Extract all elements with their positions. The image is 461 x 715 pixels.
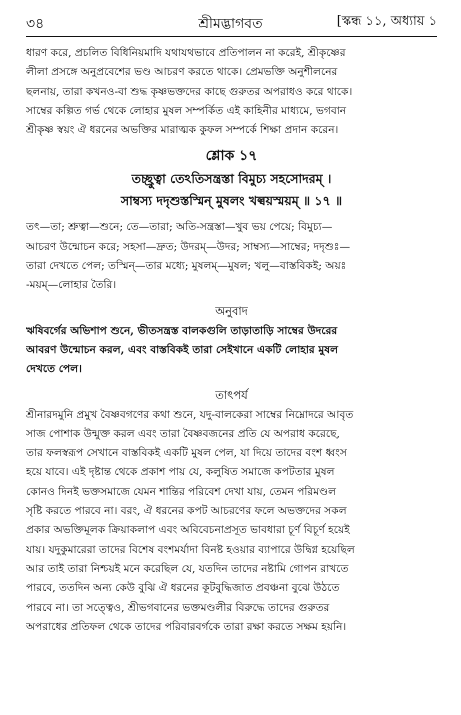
purport-line: তার ফলস্বরূপ সেখানে বাস্তবিকই একটি মুষল পেল, যা দিয়ে তাদের বংশ ধ্বংস (26, 447, 347, 460)
synonyms-paragraph (26, 218, 437, 295)
translation-heading: অনুবাদ (215, 303, 248, 318)
purport-line: আর তাই তারা নিশ্চয়ই মনে করেছিল যে, যতদিন তাদের নষ্টামি গোপন রাখতে (26, 562, 349, 575)
translation-line: আবরণ উন্মোচন করল, এবং বাস্তবিকই তারা সেইখানে একটি লোহার মুষল (26, 343, 339, 356)
intro-line: লীলা প্রসঙ্গে অনুপ্রবেশের ভণ্ড আচরণ করতে থাকে। প্রেমভক্তি অনুশীলনের (26, 66, 338, 79)
verse-line: সাম্বস্য দদৃশুস্তস্মিন্ মুষলং খল্বয়স্ময়ম্ ॥ ১৭ ॥ (120, 193, 343, 209)
purport-line: পারবে, ততদিন অন্য কেউ বুঝি ঐ ধরনের কূটবুদ্ধিজাত প্রবঞ্চনা বুঝে উঠতে (26, 582, 340, 595)
synonyms-line: তৎ—তা; শ্রুত্বা—শুনে; তে—তারা; অতি-সন্ত্রস্তা—খুব ভয় পেয়ে; বিমুচ্য— (26, 221, 333, 234)
translation-line: ঋষিবর্গের অভিশাপ শুনে, ভীতসন্ত্রস্ত বালকগুলি তাড়াতাড়ি সাম্বের উদরের (26, 324, 338, 337)
purport-line: কোনও দিনই ভক্তসমাজে যেমন শান্তির পরিবেশ দেখা যায়, তেমন পরিমণ্ডল (26, 485, 337, 498)
translation-line: দেখতে পেল। (26, 363, 82, 376)
purport-line: যায়। যদুকুমারেরা তাদের বিশেষ বংশমর্যাদা বিনষ্ট হওয়ার ব্যাপারে উদ্বিগ্ন হয়েছিল (26, 543, 355, 556)
purport-paragraph (26, 406, 437, 638)
purport-line: প্রকার অভক্তিমূলক ক্রিয়াকলাপ এবং অবিবেচনাপ্রসূত ভাবধারা চূর্ণ বিচূর্ণ হয়েই (26, 524, 350, 537)
synonyms-line: তারা দেখতে পেল; তস্মিন্—তার মধ্যে; মুষলম্—মুষল; খলু—বাস্তবিকই; অয়ঃ (26, 260, 347, 273)
intro-line: ধারণ করে, প্রচলিত বিধিনিয়মাদি যথাযথভাবে প্রতিপালন না করেই, শ্রীকৃষ্ণের (26, 47, 346, 59)
purport-heading: তাৎপর্য (215, 387, 248, 402)
purport-line: অপরাধের প্রতিফল থেকে তাদের পরিবারবর্গকে তারা রক্ষা করতে সক্ষম হয়নি। (26, 620, 347, 633)
purport-line: শ্রীনারদমুনি প্রমুখ বৈষ্ণবগণের কথা শুনে, যদু-বালকেরা সাম্বের নিম্নোদরে আবৃত (26, 408, 354, 421)
purport-line: পারবে না। তা সত্ত্বেও, শ্রীভগবানের ভক্তমণ্ডলীর বিরুদ্ধে তাদের গুরুতর (26, 601, 330, 614)
book-title: শ্রীমদ্ভাগবত (198, 16, 263, 32)
synonyms-line: -ময়ম্—লোহার তৈরি। (26, 279, 117, 292)
page-header (0, 0, 461, 48)
page-content (26, 44, 437, 637)
purport-line: সাজ পোশাক উন্মুক্ত করল এবং তারা বৈষ্ণবজনের প্রতি যে অপরাধ করেছে, (26, 427, 340, 440)
purport-line: সৃষ্টি করতে পারবে না। বরং, ঐ ধরনের কপট আচরণের ফলে অভক্তদের সকল (26, 505, 347, 518)
intro-line: ছলনায়, তারা কখনও-বা শুদ্ধ কৃষ্ণভক্তদের কাছে গুরুতর অপরাধও করে থাকে। (26, 85, 353, 98)
page-number: ৩৪ (26, 16, 45, 32)
translation-paragraph (26, 322, 437, 380)
intro-paragraph (26, 44, 437, 140)
intro-line: সাম্বের কল্পিত গর্ভ থেকে লোহার মুষল সম্পর্কিত এই কাহিনীর মাধ্যমে, ভগবান (26, 104, 347, 117)
verse-line: তচ্ছ্রুত্বা তেঽতিসন্ত্রস্তা বিমুচ্য সহসোদরম্ । (131, 171, 332, 187)
intro-line: শ্রীকৃষ্ণ স্বয়ং ঐ ধরনের অভক্তির মারাত্মক কুফল সম্পর্কে শিক্ষা প্রদান করেন। (26, 124, 339, 137)
chapter-reference: [স্কন্ধ ১১, অধ্যায় ১ (336, 14, 437, 29)
header-divider (26, 36, 437, 37)
purport-line: হয়ে যাবে। এই দৃষ্টান্ত থেকে প্রকাশ পায় যে, কলুষিত সমাজে কপটতার মুষল (26, 466, 335, 479)
synonyms-line: আচরণ উন্মোচন করে; সহসা—দ্রুত; উদরম্—উদর; সাম্বস্য—সাম্বের; দদৃশুঃ— (26, 240, 351, 253)
verse-heading: শ্লোক ১৭ (205, 148, 258, 165)
